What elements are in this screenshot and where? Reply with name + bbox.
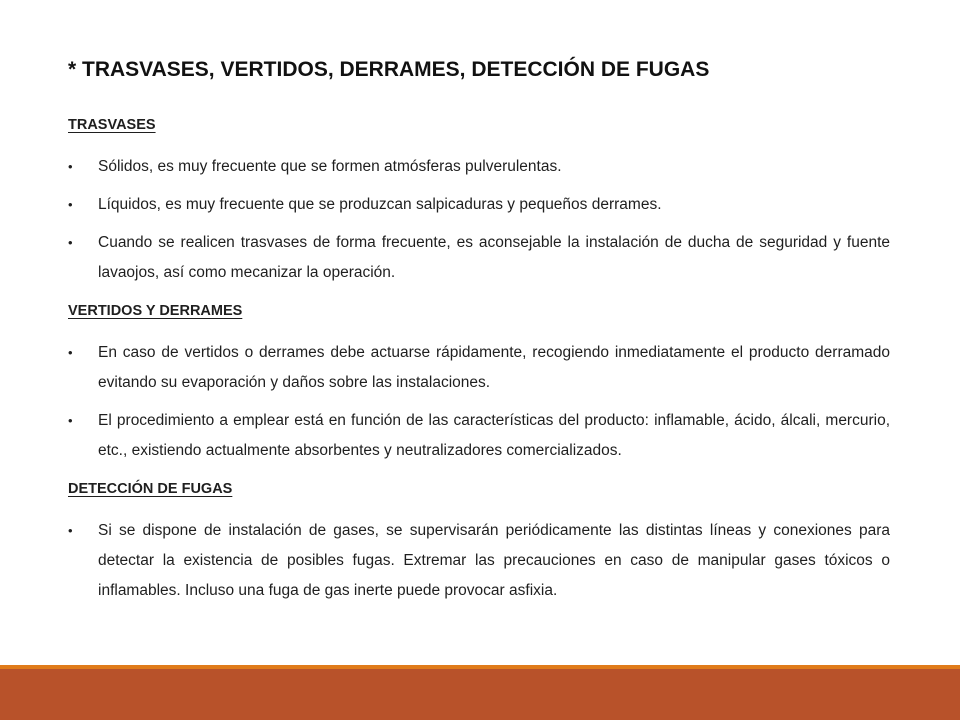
bullet-item [68, 406, 890, 466]
bullet-item [68, 228, 890, 288]
bullet-dot-icon: • [68, 523, 73, 538]
bullet-dot-icon: • [68, 413, 73, 428]
section-heading: VERTIDOS Y DERRAMES [68, 303, 243, 319]
bullet-text: El procedimiento a emplear está en función de las características del producto: inflamable, ácido, álcali, mercurio, etc., existiendo actualmente absorbentes y neutralizadores comercializados. [98, 412, 890, 459]
bullet-text: En caso de vertidos o derrames debe actuarse rápidamente, recogiendo inmediatamente el producto derramado evitando su evaporación y daños sobre las instalaciones. [98, 344, 890, 391]
bullet-item [68, 190, 890, 220]
bullet-text: Sólidos, es muy frecuente que se formen atmósferas pulverulentas. [98, 158, 562, 175]
bullet-item [68, 152, 890, 182]
bullet-item [68, 338, 890, 398]
bullet-dot-icon: • [68, 197, 73, 212]
section-vertidos-derrames [68, 296, 890, 466]
section-trasvases [68, 110, 890, 288]
bullet-text: Si se dispone de instalación de gases, se supervisarán periódicamente las distintas líneas y conexiones para detectar la existencia de posibles fugas. Extremar las precauciones en caso de manipular gases tóxicos o inflamables. Incluso una fuga de gas inerte puede provocar asfixia. [98, 522, 890, 599]
section-deteccion-fugas [68, 474, 890, 606]
footer-band [0, 669, 960, 720]
bullet-dot-icon: • [68, 235, 73, 250]
bullet-dot-icon: • [68, 345, 73, 360]
bullet-item [68, 516, 890, 606]
section-heading: TRASVASES [68, 117, 156, 133]
bullet-list [68, 152, 890, 288]
bullet-text: Líquidos, es muy frecuente que se produzcan salpicaduras y pequeños derrames. [98, 196, 662, 213]
slide-title: * TRASVASES, VERTIDOS, DERRAMES, DETECCIÓN DE FUGAS [68, 58, 710, 81]
slide-content [68, 110, 890, 614]
bullet-list [68, 338, 890, 466]
bullet-list [68, 516, 890, 606]
bullet-dot-icon: • [68, 159, 73, 174]
section-heading: DETECCIÓN DE FUGAS [68, 481, 233, 497]
bullet-text: Cuando se realicen trasvases de forma frecuente, es aconsejable la instalación de ducha de seguridad y fuente lavaojos, así como mecanizar la operación. [98, 234, 890, 281]
